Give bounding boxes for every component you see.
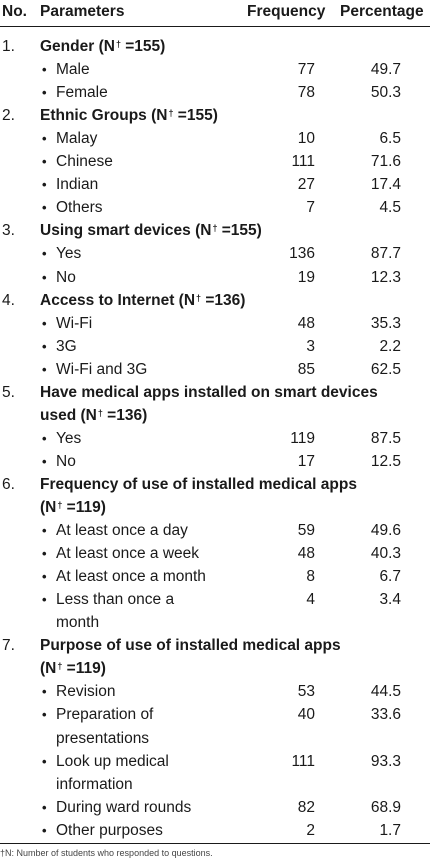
section-number: 1.	[2, 38, 15, 55]
list-item	[0, 266, 430, 289]
item-percentage: 50.3	[370, 84, 401, 102]
section-title-line: Frequency of use of installed medical apps	[40, 475, 357, 493]
list-item	[0, 542, 430, 565]
dagger-mark: †	[168, 108, 174, 119]
item-frequency: 78	[297, 84, 315, 102]
section-title: Ethnic Groups (N† =155)	[40, 107, 218, 125]
item-label: Preparation of	[56, 706, 154, 724]
section-title: (N† =119)	[40, 660, 106, 678]
section-number: 7.	[2, 637, 15, 655]
list-item	[0, 242, 430, 265]
dagger-mark: †	[212, 223, 218, 234]
bullet-icon: •	[42, 523, 47, 539]
section-title: Using smart devices (N† =155)	[40, 222, 262, 240]
section-row-continued	[0, 404, 430, 427]
item-label: Chinese	[56, 153, 113, 171]
list-item	[0, 819, 430, 842]
item-frequency: 82	[297, 798, 315, 816]
item-label: Revision	[56, 683, 116, 701]
item-frequency: 4	[306, 591, 315, 609]
item-frequency: 85	[297, 360, 315, 378]
item-frequency: 59	[297, 522, 315, 540]
item-label: Female	[56, 84, 108, 102]
section-row	[0, 289, 430, 312]
list-item	[0, 81, 430, 104]
item-label: At least once a day	[56, 522, 188, 540]
section-title-line: Have medical apps installed on smart devices	[40, 383, 378, 401]
item-frequency: 2	[306, 821, 315, 839]
item-percentage: 12.5	[370, 452, 401, 470]
item-frequency: 19	[297, 268, 315, 286]
item-percentage: 12.3	[370, 268, 401, 286]
item-frequency: 136	[289, 245, 315, 263]
item-percentage: 1.7	[379, 821, 401, 839]
section-number: 4.	[2, 291, 15, 309]
item-label: At least once a week	[56, 545, 200, 563]
item-percentage: 49.6	[370, 522, 401, 540]
bullet-icon: •	[42, 592, 47, 608]
footnote: †N: Number of students who responded to questions.	[0, 848, 213, 858]
item-percentage: 93.3	[370, 752, 401, 770]
item-label: 3G	[56, 337, 77, 355]
bullet-icon: •	[42, 62, 47, 78]
item-label: No	[56, 452, 76, 470]
bullet-icon: •	[42, 361, 47, 377]
item-label: At least once a month	[56, 568, 206, 586]
section-row	[0, 634, 430, 657]
item-percentage: 40.3	[370, 545, 401, 563]
bullet-icon: •	[42, 707, 47, 723]
item-frequency: 48	[297, 314, 315, 332]
item-percentage: 35.3	[370, 314, 401, 332]
section-number: 3.	[2, 222, 15, 240]
item-percentage: 3.4	[379, 591, 401, 609]
section-row	[0, 35, 430, 58]
section-row	[0, 381, 430, 404]
item-frequency: 111	[291, 752, 315, 770]
list-item	[0, 796, 430, 819]
item-percentage: 33.6	[370, 706, 401, 724]
item-label: Wi-Fi	[56, 314, 93, 332]
item-label: Yes	[56, 245, 82, 263]
section-number: 2.	[2, 107, 15, 125]
item-label: Others	[56, 199, 103, 217]
section-row	[0, 104, 430, 127]
item-frequency: 48	[297, 545, 315, 563]
item-percentage: 17.4	[370, 176, 401, 194]
header-rule	[0, 26, 430, 27]
header-parameters: Parameters	[40, 3, 125, 20]
item-percentage: 71.6	[370, 153, 401, 171]
bullet-icon: •	[42, 453, 47, 469]
section-title-line: Purpose of use of installed medical apps	[40, 637, 341, 655]
dagger-mark: †	[57, 661, 63, 672]
item-label: No	[56, 268, 76, 286]
bullet-icon: •	[42, 822, 47, 838]
item-label-continued: presentations	[56, 729, 150, 747]
list-item	[0, 58, 430, 81]
item-frequency: 27	[297, 176, 315, 194]
dagger-mark: †	[57, 500, 63, 510]
list-item	[0, 519, 430, 542]
list-item	[0, 358, 430, 381]
item-frequency: 7	[306, 199, 315, 217]
list-item	[0, 703, 430, 726]
bullet-icon: •	[42, 799, 47, 815]
list-item	[0, 588, 430, 611]
bullet-icon: •	[42, 684, 47, 700]
section-row-continued	[0, 496, 430, 519]
list-item	[0, 750, 430, 773]
item-percentage: 87.5	[370, 429, 401, 447]
bullet-icon: •	[42, 200, 47, 216]
item-label: Less than once a	[56, 591, 175, 609]
item-label: Yes	[56, 429, 82, 447]
item-percentage: 6.5	[379, 130, 401, 148]
header-frequency: Frequency	[247, 3, 326, 20]
item-frequency: 10	[297, 130, 315, 148]
item-frequency: 40	[297, 706, 315, 724]
dagger-mark: †	[97, 407, 103, 418]
item-frequency: 119	[290, 429, 315, 447]
section-number: 6.	[2, 475, 15, 493]
bullet-icon: •	[42, 269, 47, 285]
section-row	[0, 219, 430, 242]
bullet-icon: •	[42, 177, 47, 193]
item-percentage: 68.9	[370, 798, 401, 816]
item-percentage: 44.5	[370, 683, 401, 701]
item-frequency: 77	[297, 61, 315, 79]
list-item	[0, 427, 430, 450]
list-item	[0, 565, 430, 588]
item-frequency: 3	[306, 337, 315, 355]
item-label-continued: information	[56, 775, 133, 793]
list-item	[0, 196, 430, 219]
item-percentage: 2.2	[379, 337, 401, 355]
item-percentage: 62.5	[370, 360, 401, 378]
table-header	[0, 0, 430, 23]
bottom-rule	[0, 843, 430, 844]
header-percentage: Percentage	[340, 3, 424, 20]
item-label-continued: month	[56, 614, 100, 632]
list-item	[0, 680, 430, 703]
item-frequency: 17	[297, 452, 315, 470]
item-label: During ward rounds	[56, 798, 192, 816]
bullet-icon: •	[42, 546, 47, 562]
item-percentage: 49.7	[370, 61, 401, 79]
section-row-continued	[0, 657, 430, 680]
item-label: Other purposes	[56, 821, 163, 839]
item-label: Male	[56, 61, 90, 79]
list-item	[0, 173, 430, 196]
bullet-icon: •	[42, 154, 47, 170]
item-frequency: 8	[306, 568, 315, 586]
header-no: No.	[2, 3, 27, 20]
item-percentage: 6.7	[379, 568, 401, 586]
item-percentage: 4.5	[379, 199, 401, 217]
item-label: Malay	[56, 130, 98, 148]
item-frequency: 53	[297, 683, 315, 701]
bullet-icon: •	[42, 315, 47, 331]
item-percentage: 87.7	[370, 245, 401, 263]
list-item	[0, 312, 430, 335]
bullet-icon: •	[42, 85, 47, 101]
item-frequency: 111	[291, 153, 315, 171]
bullet-icon: •	[42, 753, 47, 769]
section-row	[0, 473, 430, 496]
list-item	[0, 450, 430, 473]
list-item-continued	[0, 773, 430, 796]
list-item	[0, 335, 430, 358]
section-number: 5.	[2, 383, 15, 401]
section-title: used (N† =136)	[40, 406, 148, 424]
dagger-mark: †	[196, 292, 202, 303]
bullet-icon: •	[42, 430, 47, 446]
bullet-icon: •	[42, 338, 47, 354]
bullet-icon: •	[42, 246, 47, 262]
list-item	[0, 150, 430, 173]
list-item-continued	[0, 727, 430, 750]
bullet-icon: •	[42, 131, 47, 147]
bullet-icon: •	[42, 569, 47, 585]
item-label: Look up medical	[56, 752, 169, 770]
section-title: Access to Internet (N† =136)	[40, 291, 246, 309]
section-title: (N† =119)	[40, 499, 106, 516]
section-title: Gender (N† =155)	[40, 38, 166, 55]
list-item-continued	[0, 611, 430, 634]
list-item	[0, 127, 430, 150]
item-label: Wi-Fi and 3G	[56, 360, 148, 378]
dagger-mark: †	[115, 39, 121, 49]
item-label: Indian	[56, 176, 99, 194]
